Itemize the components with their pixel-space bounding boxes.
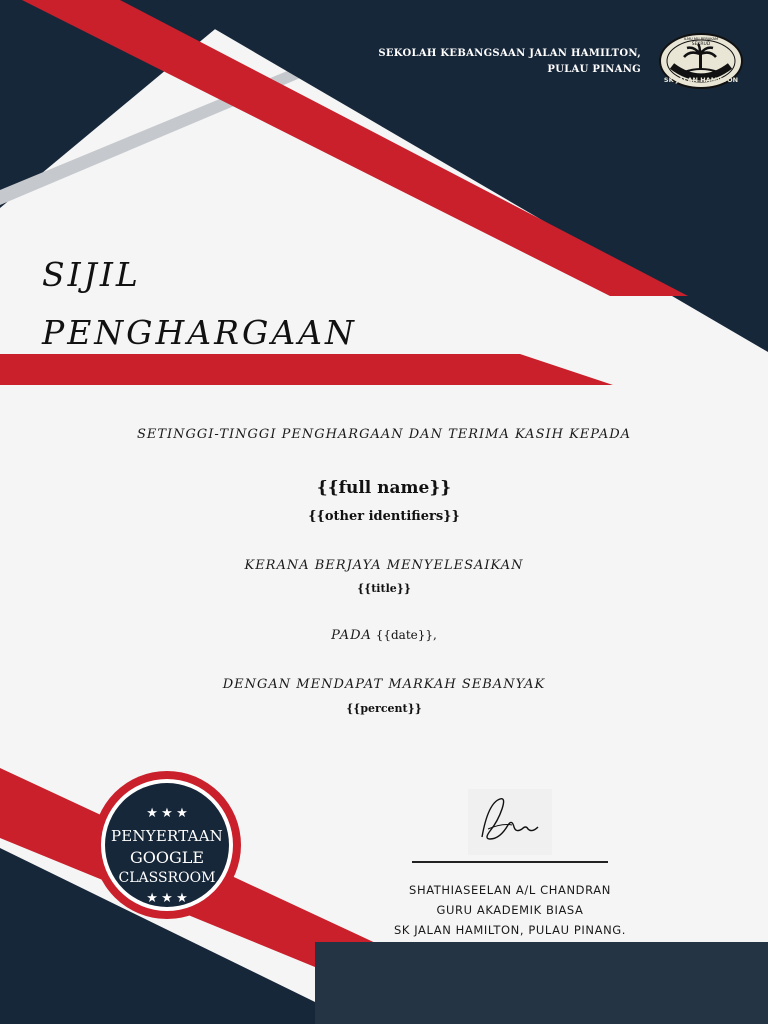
badge-label (92, 826, 242, 889)
star-icon: ★ ★ ★ (146, 805, 188, 820)
school-logo (658, 32, 744, 90)
badge-line1: PENYERTAAN (110, 827, 224, 845)
signatory-position: GURU AKADEMIK BIASA (436, 903, 584, 917)
badge-line2: GOOGLE (129, 848, 205, 867)
logo-acronym: SEKRUD (691, 42, 711, 47)
signatory-school: SK JALAN HAMILTON, PULAU PINANG. (393, 923, 627, 937)
school-header (378, 46, 641, 78)
star-icon: ★ ★ ★ (146, 890, 188, 905)
title-line2: PENGHARGAAN (42, 313, 357, 352)
date-prefix: PADA (331, 628, 372, 643)
score-text: DENGAN MENDAPAT MARKAH SEBANYAK (222, 677, 546, 692)
logo-text: SK JALAN HAMILTON (663, 76, 739, 84)
logo-motto: ILMU MU BERAKAM (683, 37, 719, 41)
intro-text: SETINGGI-TINGGI PENGHARGAAN DAN TERIMA KASIH KEPADA (136, 427, 632, 442)
signatory-name: SHATHIASEELAN A/L CHANDRAN (409, 883, 611, 897)
course-title-placeholder: {{title}} (357, 582, 411, 595)
date-placeholder: {{date}}, (375, 628, 437, 642)
certificate-title (42, 246, 357, 362)
title-line1: SIJIL (42, 255, 141, 294)
date-line (0, 628, 768, 643)
school-name-line2: PULAU PINANG (547, 64, 641, 75)
percent-placeholder: {{percent}} (346, 702, 422, 715)
signature-image (468, 789, 552, 855)
completion-text: KERANA BERJAYA MENYELESAIKAN (244, 558, 524, 573)
school-name-line1: SEKOLAH KEBANGSAAN JALAN HAMILTON, (378, 48, 641, 59)
badge-line3: CLASSROOM (118, 870, 216, 886)
signature-line (412, 861, 608, 863)
other-identifiers-placeholder: {{other identifiers}} (308, 509, 460, 524)
full-name-placeholder: {{full name}} (316, 478, 452, 498)
